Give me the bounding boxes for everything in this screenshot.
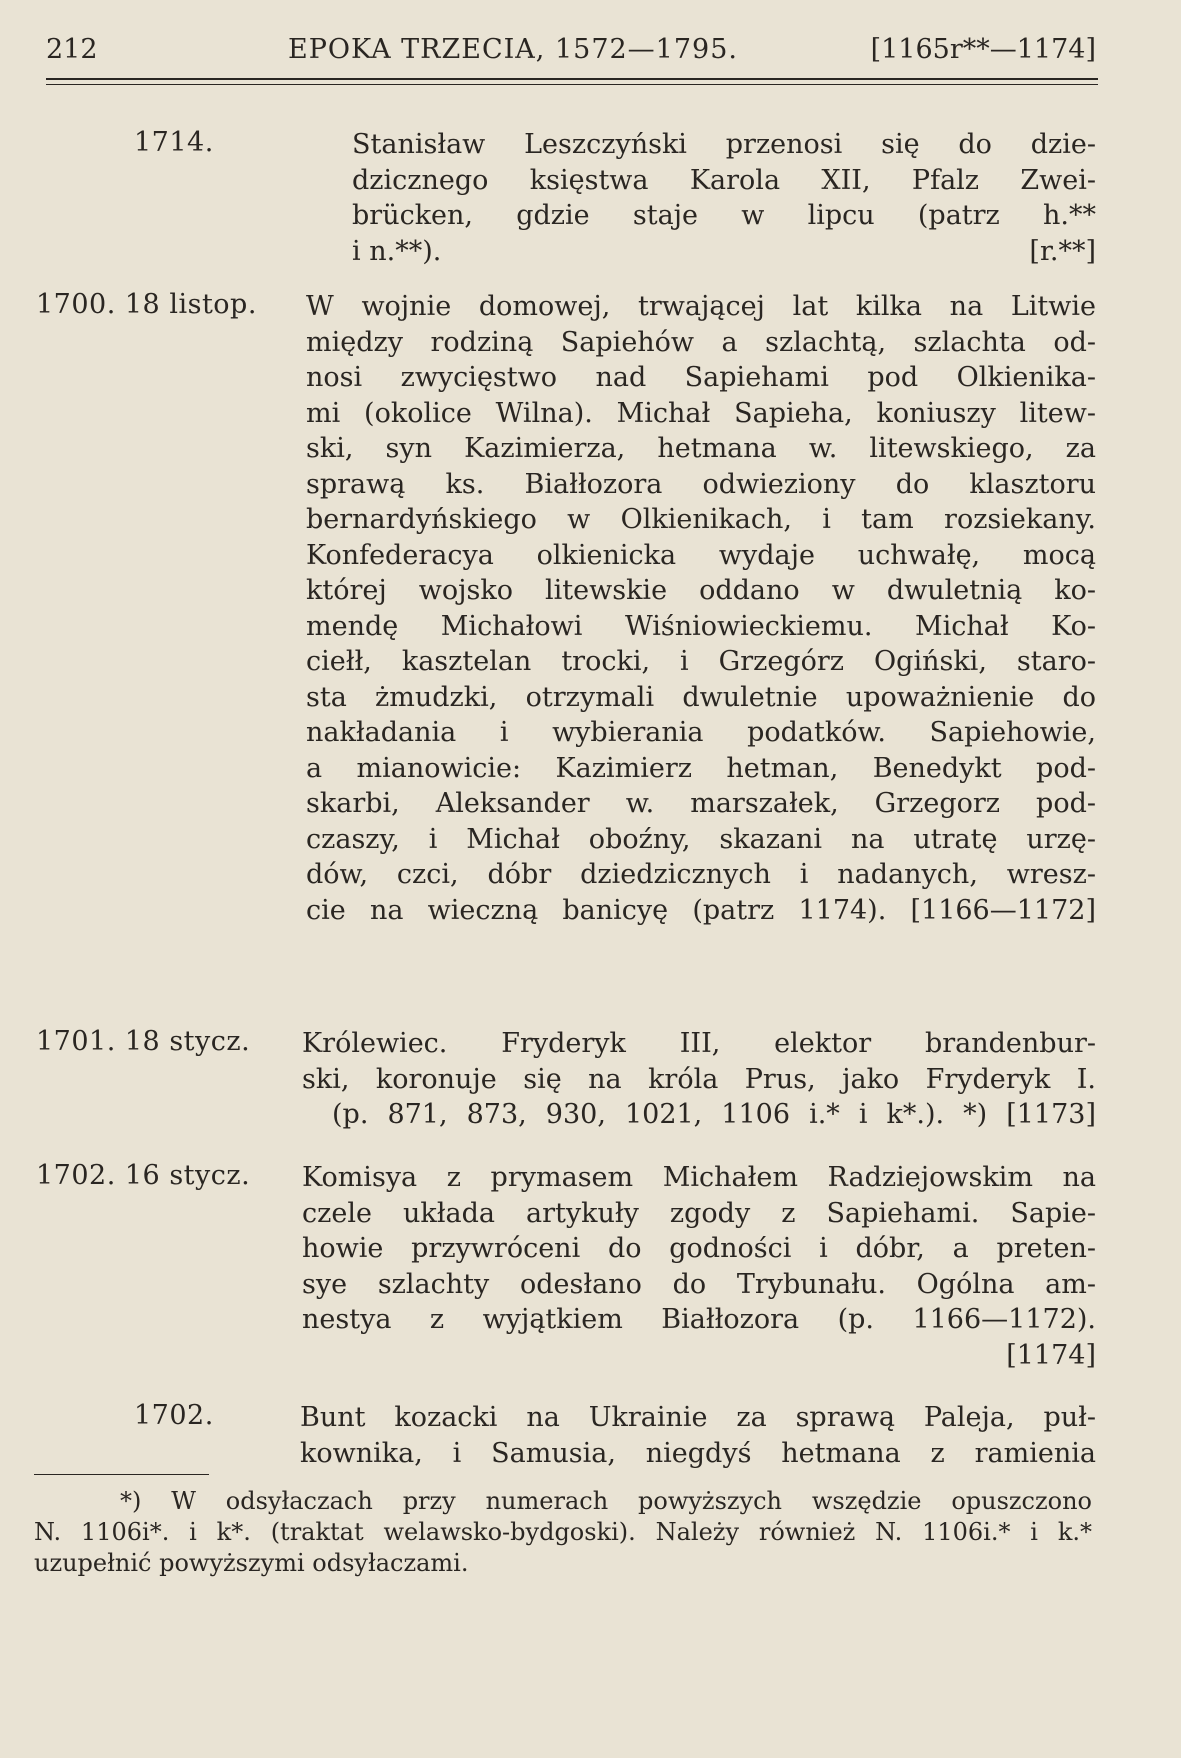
entry-text — [306, 289, 1096, 928]
text-line: (p. 871, 873, 930, 1021, 1106 i.* i k*.). *) [1173] — [332, 1099, 1096, 1130]
entry-date: 1701. 18 stycz. — [36, 1026, 251, 1057]
reference-mark: [1174] — [1006, 1339, 1096, 1371]
text-line: Bunt kozacki na Ukrainie za sprawą Paleja, puł- — [300, 1402, 1096, 1433]
text-line — [352, 234, 1096, 270]
text-line: między rodziną Sapiehów a szlachtą, szlachta od- — [306, 326, 1096, 358]
text-line: czele układa artykuły zgody z Sapiehami. Sapie- — [302, 1197, 1096, 1229]
entry-text — [302, 1026, 1096, 1133]
page-number: 212 — [46, 34, 98, 65]
running-head — [46, 34, 1096, 74]
text-line: Konfederacya olkienicka wydaje uchwałę, mocą — [306, 539, 1096, 571]
text-line: a mianowicie: Kazimierz hetman, Benedykt pod- — [306, 752, 1096, 784]
text-line: brücken, gdzie staje w lipcu (patrz h.** — [352, 200, 1096, 231]
text-line: nakładania i wybierania podatków. Sapiehowie, — [306, 717, 1096, 748]
footnote-line: uzupełnić powyższymi odsyłaczami. — [34, 1549, 469, 1577]
text-line: mendę Michałowi Wiśniowieckiemu. Michał Ko- — [306, 610, 1096, 642]
header-rule-thin — [46, 84, 1098, 85]
text-line: Komisya z prymasem Michałem Radziejowskim na — [302, 1162, 1096, 1193]
entry-text — [300, 1400, 1096, 1471]
entry-date: 1702. — [134, 1400, 214, 1431]
text-line: cie na wieczną banicyę (patrz 1174). [1166—1172] — [306, 894, 1096, 926]
text-line: sprawą ks. Białłozora odwieziony do klasztoru — [306, 468, 1096, 500]
text-line: której wojsko litewskie oddano w dwuletnią ko- — [306, 575, 1096, 606]
entry-date: 1702. 16 stycz. — [36, 1160, 251, 1191]
text-line: sta żmudzki, otrzymali dwuletnie upoważnienie do — [306, 681, 1096, 713]
text-line: sye szlachty odesłano do Trybunału. Ogólna am- — [302, 1268, 1096, 1300]
reference-mark: [r.**] — [1029, 235, 1096, 267]
text-line: Królewiec. Fryderyk III, elektor brandenbur- — [302, 1028, 1096, 1059]
text-line-start: i n.**). — [352, 235, 442, 267]
text-line: Stanisław Leszczyński przenosi się do dzie- — [352, 129, 1096, 160]
text-line: ciełł, kasztelan trocki, i Grzegórz Ogiński, staro- — [306, 646, 1096, 677]
entry-date: 1714. — [134, 127, 214, 158]
footnote-line: N. 1106i*. i k*. (traktat welawsko-bydgoski). Należy również N. 1106i.* i k.* — [34, 1518, 1092, 1546]
text-line: howie przywróceni do godności i dóbr, a preten- — [302, 1233, 1096, 1264]
reference-range: [1165r**—1174] — [870, 34, 1096, 65]
footnote — [34, 1486, 1092, 1579]
text-line: dzicznego księstwa Karola XII, Pfalz Zwei- — [352, 164, 1096, 196]
section-title: EPOKA TRZECIA, 1572—1795. — [288, 34, 738, 65]
text-line: nestya z wyjątkiem Białłozora (p. 1166—1172). — [302, 1304, 1096, 1335]
entry-text — [352, 127, 1096, 269]
text-line: ski, syn Kazimierza, hetmana w. litewskiego, za — [306, 433, 1096, 464]
header-rule — [46, 78, 1098, 80]
text-line: czaszy, i Michał oboźny, skazani na utratę urzę- — [306, 823, 1096, 855]
text-line: skarbi, Aleksander w. marszałek, Grzegorz pod- — [306, 788, 1096, 819]
entry-date: 1700. 18 listop. — [36, 289, 257, 320]
text-line: dów, czci, dóbr dziedzicznych i nadanych, wresz- — [306, 859, 1096, 890]
entry-text — [302, 1160, 1096, 1373]
footnote-line: *) W odsyłaczach przy numerach powyższych wszędzie opuszczono — [120, 1487, 1092, 1515]
text-line: ski, koronuje się na króla Prus, jako Fryderyk I. — [302, 1063, 1096, 1095]
text-line: bernardyńskiego w Olkienikach, i tam rozsiekany. — [306, 504, 1096, 535]
text-line: mi (okolice Wilna). Michał Sapieha, koniuszy litew- — [306, 397, 1096, 429]
text-line: W wojnie domowej, trwającej lat kilka na Litwie — [306, 291, 1096, 322]
text-line: nosi zwycięstwo nad Sapiehami pod Olkienika- — [306, 362, 1096, 393]
footnote-rule — [34, 1474, 209, 1475]
text-line: kownika, i Samusia, niegdyś hetmana z ramienia — [300, 1437, 1096, 1469]
